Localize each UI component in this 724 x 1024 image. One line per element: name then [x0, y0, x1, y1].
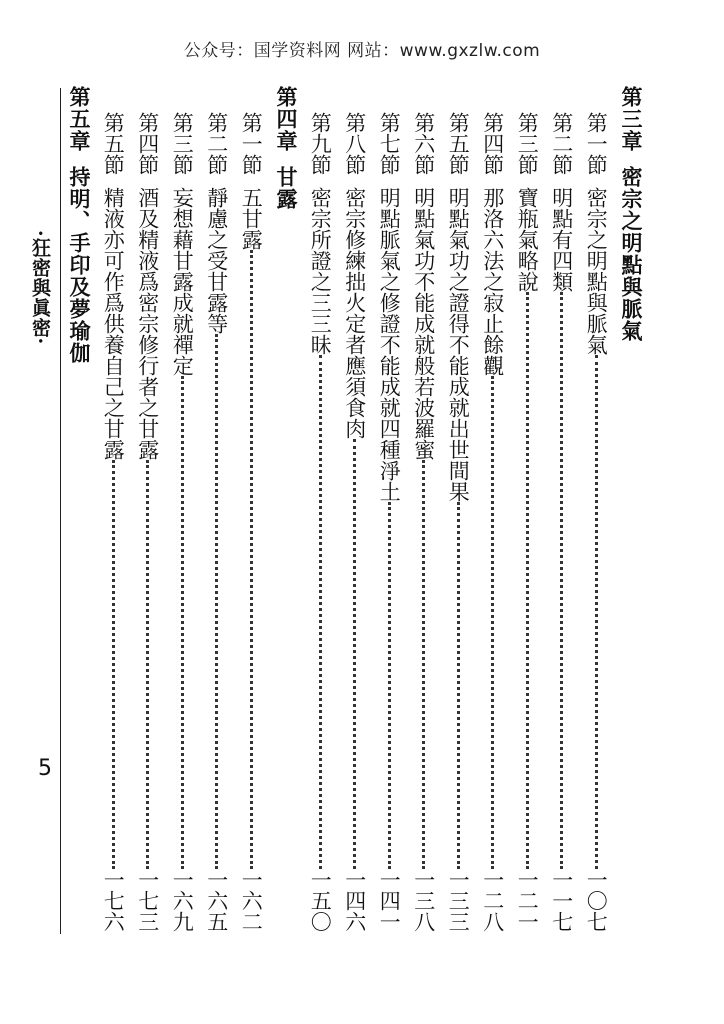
section-page: 一一七 — [549, 869, 574, 932]
section-page: 一六九 — [170, 869, 195, 932]
section-page: 一七三 — [135, 869, 160, 932]
section-number: 第四節 — [135, 112, 160, 175]
toc-entry-column — [476, 86, 511, 946]
section-page: 一〇七 — [584, 869, 609, 932]
toc-entry[interactable] — [131, 112, 166, 932]
toc-entry[interactable] — [407, 112, 442, 932]
toc-entry-column — [338, 86, 373, 946]
leader-dots — [595, 355, 598, 869]
section-title: 寶瓶氣略說 — [515, 187, 540, 292]
leader-dots — [250, 250, 253, 869]
watermark: 公众号：国学资料网 网站：www.gxzlw.com — [183, 41, 541, 61]
toc-entry[interactable] — [165, 112, 200, 932]
section-page: 一六二 — [239, 869, 264, 932]
chapter-heading — [62, 86, 97, 946]
toc-entry[interactable] — [545, 112, 580, 932]
leader-dots — [560, 292, 563, 869]
section-number: 第三節 — [515, 112, 540, 175]
leader-dots — [457, 502, 460, 869]
section-number: 第五節 — [446, 112, 471, 175]
section-number: 第二節 — [204, 112, 229, 175]
toc-entry[interactable] — [372, 112, 407, 932]
section-page: 一二八 — [480, 869, 505, 932]
leader-dots — [388, 502, 391, 869]
chapter-label: 第四章 — [274, 86, 299, 152]
section-number: 第一節 — [239, 112, 264, 175]
section-title: 靜慮之受甘露等 — [204, 187, 229, 334]
chapter-title: 甘露 — [274, 166, 299, 210]
toc-entry[interactable] — [96, 112, 131, 932]
section-title: 密宗修練拙火定者應須食肉 — [342, 187, 367, 439]
toc-entry-column — [372, 86, 407, 946]
section-title: 精液亦可作爲供養自己之甘露 — [101, 187, 126, 460]
leader-dots — [181, 376, 184, 869]
section-title: 明點氣功之證得不能成就出世間果 — [446, 187, 471, 502]
section-title: 酒及精液爲密宗修行者之甘露 — [135, 187, 160, 460]
section-page: 一二一 — [515, 869, 540, 932]
chapter-heading — [614, 86, 649, 946]
leader-dots — [215, 334, 218, 869]
leader-dots — [422, 460, 425, 869]
section-page: 一四六 — [342, 869, 367, 932]
section-page: 一四一 — [377, 869, 402, 932]
section-number: 第一節 — [584, 112, 609, 175]
toc-entry[interactable] — [200, 112, 235, 932]
toc-entry-column — [510, 86, 545, 946]
toc-entry[interactable] — [303, 112, 338, 932]
toc-entry-column — [96, 86, 131, 946]
toc-entry[interactable] — [338, 112, 373, 932]
chapter-label: 第三章 — [619, 86, 644, 152]
section-page: 一三三 — [446, 869, 471, 932]
section-title: 明點有四類 — [549, 187, 574, 292]
toc-entry-column — [441, 86, 476, 946]
toc-entry[interactable] — [441, 112, 476, 932]
section-page: 一七六 — [101, 869, 126, 932]
chapter-heading — [269, 86, 304, 946]
leader-dots — [491, 376, 494, 869]
toc-entry[interactable] — [476, 112, 511, 932]
section-title: 密宗所證之三三昧 — [308, 187, 333, 355]
leader-dots — [146, 460, 149, 869]
section-title: 那洛六法之寂止餘觀 — [480, 187, 505, 376]
toc-entry-column — [407, 86, 442, 946]
section-title: 明點氣功不能成就般若波羅蜜 — [411, 187, 436, 460]
section-title: 密宗之明點與脈氣 — [584, 187, 609, 355]
section-number: 第二節 — [549, 112, 574, 175]
section-number: 第八節 — [342, 112, 367, 175]
toc-entry-column — [579, 86, 614, 946]
chapter-label: 第五章 — [67, 86, 92, 152]
toc-entry[interactable] — [579, 112, 614, 932]
section-page: 一三八 — [411, 869, 436, 932]
page-number: 5 — [38, 756, 52, 781]
section-title: 明點脈氣之修證不能成就四種淨土 — [377, 187, 402, 502]
running-title: ·狂密與眞密· — [29, 230, 51, 346]
leader-dots — [353, 439, 356, 869]
chapter-title: 密宗之明點與脈氣 — [619, 166, 644, 342]
section-number: 第九節 — [308, 112, 333, 175]
section-title: 妄想藉甘露成就禪定 — [170, 187, 195, 376]
toc-entry-column — [200, 86, 235, 946]
table-of-contents — [62, 86, 649, 946]
chapter-title: 持明、手印及夢瑜伽 — [67, 166, 92, 364]
leader-dots — [526, 292, 529, 869]
section-number: 第七節 — [377, 112, 402, 175]
section-number: 第四節 — [480, 112, 505, 175]
section-title: 五甘露 — [239, 187, 264, 250]
section-page: 一六五 — [204, 869, 229, 932]
section-number: 第三節 — [170, 112, 195, 175]
toc-entry-column — [234, 86, 269, 946]
section-number: 第六節 — [411, 112, 436, 175]
toc-entry-column — [545, 86, 580, 946]
toc-entry-column — [131, 86, 166, 946]
leader-dots — [319, 355, 322, 869]
toc-entry[interactable] — [510, 112, 545, 932]
toc-entry[interactable] — [234, 112, 269, 932]
section-number: 第五節 — [101, 112, 126, 175]
toc-entry-column — [165, 86, 200, 946]
leader-dots — [112, 460, 115, 869]
section-page: 一五〇 — [308, 869, 333, 932]
toc-entry-column — [303, 86, 338, 946]
